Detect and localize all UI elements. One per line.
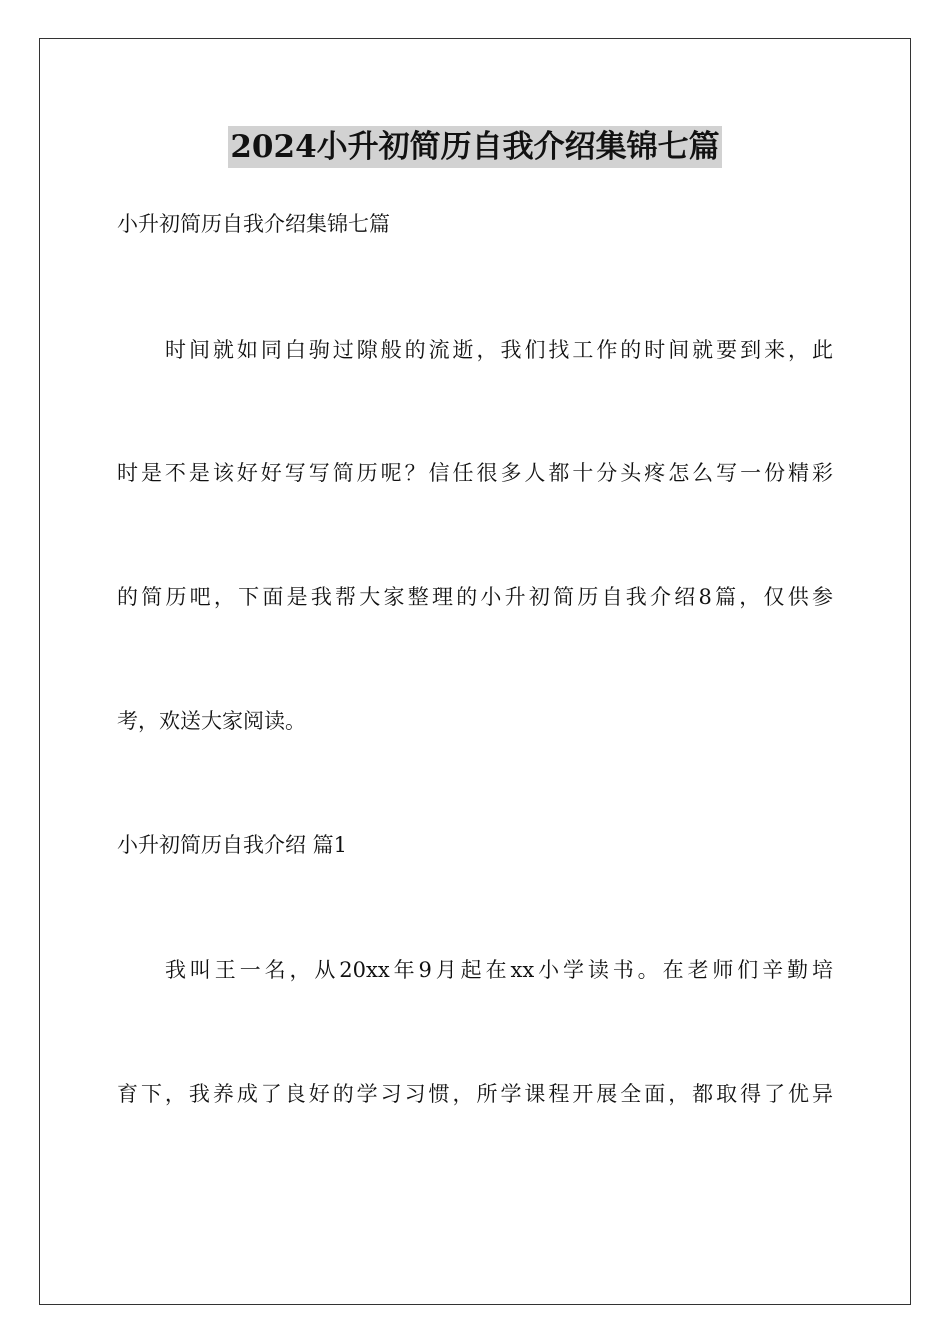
intro-line-1: 时间就如同白驹过隙般的流逝，我们找工作的时间就要到来，此	[165, 338, 833, 362]
intro-line-2: 时是不是该好好写写简历呢？信任很多人都十分头疼怎么写一份精彩	[117, 461, 833, 485]
intro-line-3: 的简历吧，下面是我帮大家整理的小升初简历自我介绍8篇，仅供参	[117, 585, 833, 609]
document-title	[0, 126, 950, 168]
intro-line-4: 考，欢送大家阅读。	[117, 709, 306, 733]
document-subtitle: 小升初简历自我介绍集锦七篇	[117, 212, 390, 236]
section-heading: 小升初简历自我介绍 篇1	[117, 833, 348, 857]
document-title-text: 2024小升初简历自我介绍集锦七篇	[228, 126, 721, 168]
section-line-2: 育下，我养成了良好的学习习惯，所学课程开展全面，都取得了优异	[117, 1082, 833, 1106]
section-line-1: 我叫王一名，从20xx年9月起在xx小学读书。在老师们辛勤培	[165, 958, 833, 982]
